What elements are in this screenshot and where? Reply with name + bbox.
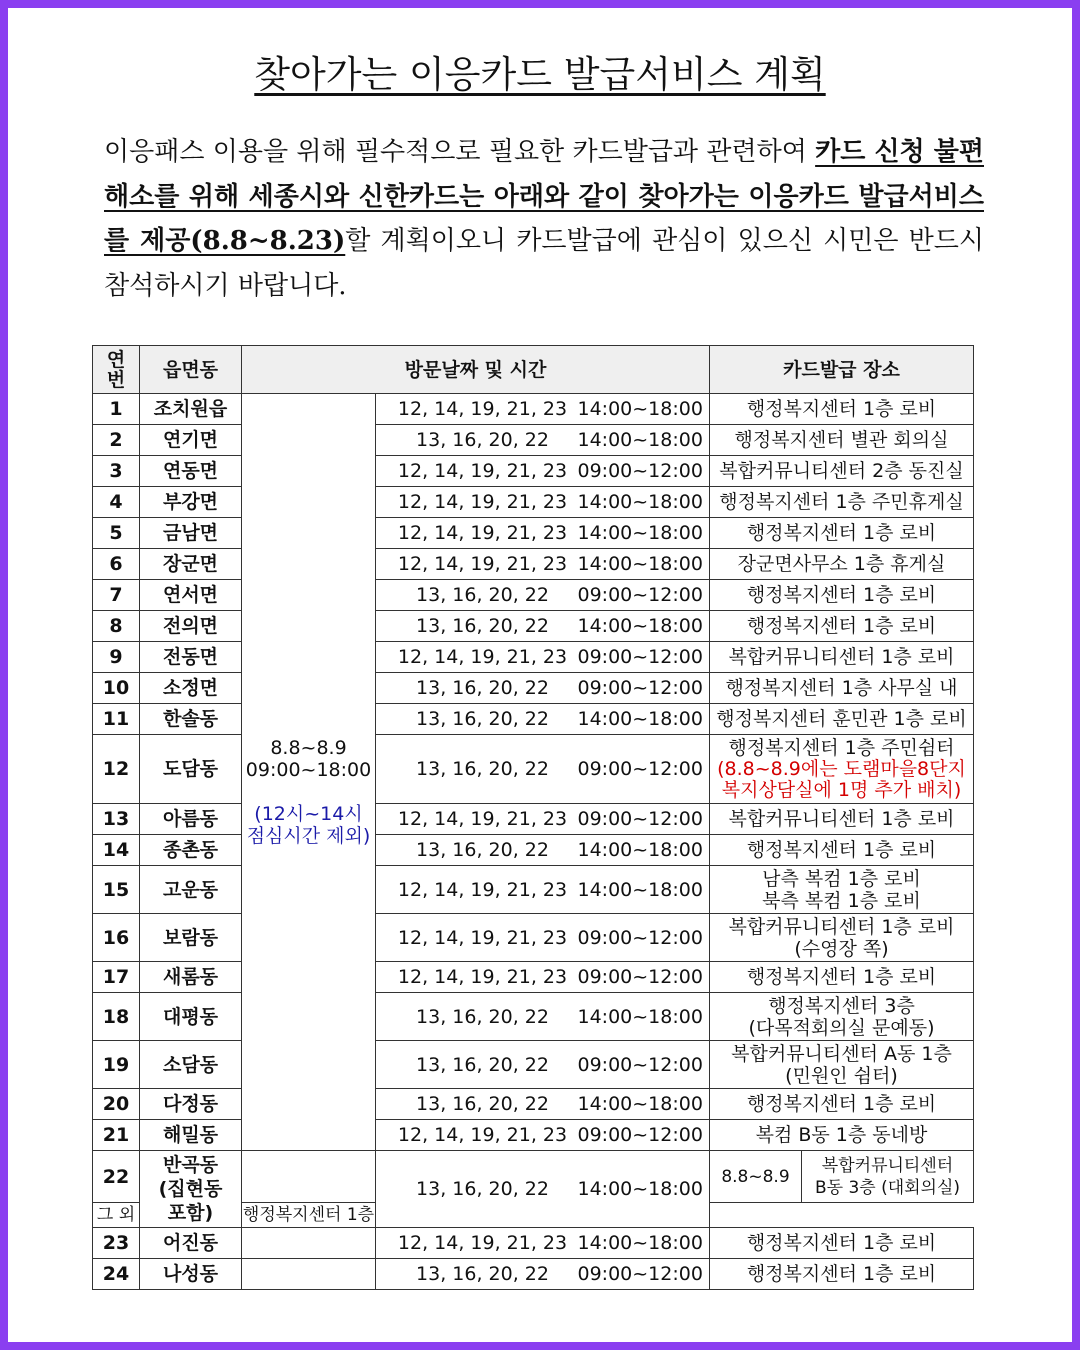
table-row: [93, 487, 974, 518]
row-time: 09:00~12:00: [577, 1263, 703, 1285]
row-dong: 금남면: [140, 518, 242, 549]
table-row: [93, 456, 974, 487]
row-dates-time: [376, 611, 710, 642]
intro-part2: 할 계획이오니 카드발급에 관심이 있으신 시민은 반드시 참석하시기 바랍니다.: [104, 226, 984, 301]
row-place-line1: 행정복지센터 3층: [768, 994, 915, 1017]
row-place: 복컴 B동 1층 동네방: [710, 1120, 974, 1151]
row-dates: 13, 16, 20, 22: [416, 758, 549, 780]
row-dong: 종촌동: [140, 835, 242, 866]
title-text: 찾아가는 이응카드 발급서비스 계획: [254, 53, 826, 96]
row-dates-time: [376, 1089, 710, 1120]
row-number: 7: [93, 580, 140, 611]
special-period-empty: [242, 1259, 376, 1290]
intro-paragraph: [104, 130, 984, 308]
row-number: 8: [93, 611, 140, 642]
row-dates: 13, 16, 20, 22: [416, 839, 549, 861]
row-dates: 12, 14, 19, 21, 23: [397, 491, 568, 513]
table-row: [93, 425, 974, 456]
table-row: [93, 642, 974, 673]
row-dates: 13, 16, 20, 22: [416, 677, 549, 699]
row-dates: 12, 14, 19, 21, 23: [397, 1124, 568, 1146]
special-hours: 09:00~18:00: [245, 759, 372, 781]
row-time: 14:00~18:00: [577, 839, 703, 861]
row-dates: 13, 16, 20, 22: [416, 1053, 549, 1076]
row-dong: 소정면: [140, 673, 242, 704]
row-place-line2: (다목적회의실 문예동): [748, 1016, 935, 1039]
header-visit: 방문날짜 및 시간: [242, 346, 710, 394]
row-number: 4: [93, 487, 140, 518]
row-dates-time: [376, 993, 710, 1041]
row-place: [710, 993, 974, 1041]
row-number: 5: [93, 518, 140, 549]
special-period-cell: [242, 394, 376, 1151]
row-number: 14: [93, 835, 140, 866]
row-place-line1: 남측 복컴 1층 로비: [762, 867, 921, 890]
row-dates-time: [376, 704, 710, 735]
row-number: 12: [93, 735, 140, 804]
row-dong: 새롬동: [140, 962, 242, 993]
row-number: 6: [93, 549, 140, 580]
row-place-line1: 복합커뮤니티센터 1층 로비: [728, 915, 955, 938]
row-dates-time: [376, 735, 710, 804]
lunch-note-line2: 점심시간 제외): [246, 825, 371, 847]
row-dates: 13, 16, 20, 22: [416, 1263, 549, 1285]
row-dates: 13, 16, 20, 22: [416, 584, 549, 606]
row-dong-line3: 포함): [167, 1202, 214, 1224]
intro-highlight: 카드 신청 불편해소를 위해 세종시와 신한카드는 아래와 같이 찾아가는 이응카드 발급서비스를 제공(8.8~8.23): [104, 137, 984, 256]
row-time: 14:00~18:00: [577, 1005, 703, 1028]
header-place: 카드발급 장소: [710, 346, 974, 394]
row-dates: 13, 16, 20, 22: [416, 1005, 549, 1028]
row-dates-time: [376, 804, 710, 835]
row-place: 행정복지센터 1층 로비: [710, 580, 974, 611]
special-period-empty: [242, 1228, 376, 1259]
row-time: 14:00~18:00: [577, 522, 703, 544]
row-number: 3: [93, 456, 140, 487]
row-dong: [140, 1151, 242, 1228]
row-dates-time: [376, 456, 710, 487]
row-dong: 장군면: [140, 549, 242, 580]
row-dates-time: [376, 1120, 710, 1151]
sub-when-1: 8.8~8.9: [710, 1151, 802, 1203]
row-dong: 대평동: [140, 993, 242, 1041]
row-place: 행정복지센터 1층 로비: [710, 518, 974, 549]
row-place: [710, 914, 974, 962]
row-time: 09:00~12:00: [577, 808, 703, 830]
row-dates: 12, 14, 19, 21, 23: [397, 966, 568, 988]
header-no: 연번: [93, 346, 140, 394]
row-dates-time: [376, 549, 710, 580]
row-dates-time: [376, 673, 710, 704]
row-dates: 13, 16, 20, 22: [416, 429, 549, 451]
table-row: [93, 993, 974, 1041]
row-number: 9: [93, 642, 140, 673]
row-dong: 해밀동: [140, 1120, 242, 1151]
row-dates-time: [376, 642, 710, 673]
intro-part1: 이응패스 이용을 위해 필수적으로 필요한 카드발급과 관련하여: [104, 137, 816, 167]
row-time: 14:00~18:00: [577, 553, 703, 575]
sub-place-1-line1: 복합커뮤니티센터: [821, 1155, 954, 1176]
table-row: [93, 735, 974, 804]
table-row: [93, 704, 974, 735]
row-time: 14:00~18:00: [577, 1232, 703, 1254]
row-dates: 12, 14, 19, 21, 23: [397, 1232, 568, 1254]
row-dates: 12, 14, 19, 21, 23: [397, 878, 568, 901]
row-number: 15: [93, 866, 140, 914]
row-place: [710, 866, 974, 914]
row-dates-time: [376, 914, 710, 962]
table-row: [93, 835, 974, 866]
row-time: 09:00~12:00: [577, 646, 703, 668]
row-dong: 다정동: [140, 1089, 242, 1120]
row-dates-time: [376, 394, 710, 425]
row-dates-time: [376, 425, 710, 456]
row-dong: 부강면: [140, 487, 242, 518]
row-dates: 12, 14, 19, 21, 23: [397, 522, 568, 544]
spacer: [242, 781, 375, 803]
row-number: 19: [93, 1041, 140, 1089]
row-dong: 연동면: [140, 456, 242, 487]
row-dong: 도담동: [140, 735, 242, 804]
row-dong: 연기면: [140, 425, 242, 456]
row-place-note2: 복지상담실에 1명 추가 배치): [721, 778, 962, 801]
table-row: [93, 580, 974, 611]
row-place-line2: 북측 복컴 1층 로비: [762, 889, 921, 912]
row-place: 행정복지센터 1층 주민휴게실: [710, 487, 974, 518]
row-dong: 소담동: [140, 1041, 242, 1089]
row-dates-time: [376, 835, 710, 866]
table-header-row: [93, 346, 974, 394]
row-time: 09:00~12:00: [577, 966, 703, 988]
sub-place-1: [802, 1151, 974, 1203]
row-time: 09:00~12:00: [577, 460, 703, 482]
row-time: 14:00~18:00: [577, 491, 703, 513]
row-time: 09:00~12:00: [577, 677, 703, 699]
row-dates: 13, 16, 20, 22: [416, 1093, 549, 1115]
row-place: 장군면사무소 1층 휴게실: [710, 549, 974, 580]
row-number: 13: [93, 804, 140, 835]
row-dates-time: [376, 1151, 710, 1228]
row-number: 18: [93, 993, 140, 1041]
special-period-empty: [242, 1151, 376, 1203]
row-place: 행정복지센터 1층 로비: [710, 611, 974, 642]
row-time: 14:00~18:00: [577, 878, 703, 901]
schedule-table: [92, 345, 974, 1290]
row-time: 14:00~18:00: [577, 615, 703, 637]
row-place-line2: (민원인 쉼터): [785, 1064, 898, 1087]
table-row: [93, 394, 974, 425]
header-dong: 읍면동: [140, 346, 242, 394]
page-title: [8, 44, 1072, 98]
table-row: [93, 673, 974, 704]
lunch-note-line1: (12시~14시: [254, 803, 363, 825]
row-place: [710, 735, 974, 804]
row-number: 2: [93, 425, 140, 456]
table-row: [93, 1089, 974, 1120]
row-dates-time: [376, 1228, 710, 1259]
table-row: [93, 518, 974, 549]
row-place-line1: 행정복지센터 1층 주민쉼터: [728, 736, 955, 759]
row-place: 복합커뮤니티센터 1층 로비: [710, 642, 974, 673]
row-dates: 12, 14, 19, 21, 23: [397, 460, 568, 482]
row-time: 14:00~18:00: [577, 429, 703, 451]
row-number: 20: [93, 1089, 140, 1120]
row-time: 14:00~18:00: [577, 708, 703, 730]
row-time: 14:00~18:00: [577, 1093, 703, 1115]
row-number: 21: [93, 1120, 140, 1151]
row-number: 10: [93, 673, 140, 704]
row-number: 22: [93, 1151, 140, 1203]
row-place: 행정복지센터 훈민관 1층 로비: [710, 704, 974, 735]
table-row: [93, 611, 974, 642]
table-row: [93, 1120, 974, 1151]
row-time: 09:00~12:00: [577, 1053, 703, 1076]
row-dates-time: [376, 580, 710, 611]
document-page: [8, 8, 1072, 1342]
row-place: 행정복지센터 1층 로비: [710, 1089, 974, 1120]
sub-when-2: 그 외: [93, 1203, 140, 1228]
row-place-line2: (수영장 쪽): [794, 937, 889, 960]
row-time: 14:00~18:00: [577, 398, 703, 420]
row-dates: 13, 16, 20, 22: [416, 615, 549, 637]
row-place: 행정복지센터 1층 로비: [710, 1259, 974, 1290]
row-dong: 나성동: [140, 1259, 242, 1290]
row-time: 09:00~12:00: [577, 758, 703, 780]
row-dates-time: [376, 518, 710, 549]
row-dates-time: [376, 866, 710, 914]
row-place: 행정복지센터 1층 로비: [710, 394, 974, 425]
row-place: 행정복지센터 1층 사무실 내: [710, 673, 974, 704]
row-number: 11: [93, 704, 140, 735]
row-dong-line1: 반곡동: [162, 1154, 219, 1176]
row-dong: 연서면: [140, 580, 242, 611]
row-dong: 아름동: [140, 804, 242, 835]
row-dates: 13, 16, 20, 22: [416, 1178, 549, 1200]
row-dong: 보람동: [140, 914, 242, 962]
row-time: 09:00~12:00: [577, 584, 703, 606]
row-place: 행정복지센터 별관 회의실: [710, 425, 974, 456]
table-row: [93, 1041, 974, 1089]
row-time: 09:00~12:00: [577, 926, 703, 949]
row-dong: 어진동: [140, 1228, 242, 1259]
row-dates: 12, 14, 19, 21, 23: [397, 398, 568, 420]
table-row: [93, 549, 974, 580]
row-dates: 12, 14, 19, 21, 23: [397, 553, 568, 575]
row-place-line1: 복합커뮤니티센터 A동 1층: [731, 1042, 952, 1065]
row-dates-time: [376, 962, 710, 993]
table-row: [93, 962, 974, 993]
row-place: [710, 1041, 974, 1089]
row-dong: 한솔동: [140, 704, 242, 735]
row-dates: 12, 14, 19, 21, 23: [397, 926, 568, 949]
row-dates: 12, 14, 19, 21, 23: [397, 646, 568, 668]
table-row: [93, 1259, 974, 1290]
table-row: [93, 1151, 974, 1203]
sub-place-2: 행정복지센터 1층: [242, 1203, 376, 1228]
row-dates-time: [376, 1259, 710, 1290]
row-dates-time: [376, 487, 710, 518]
sub-place-1-line2: B동 3층 (대회의실): [814, 1177, 961, 1198]
special-dates: 8.8~8.9: [270, 737, 347, 759]
row-place: 복합커뮤니티센터 1층 로비: [710, 804, 974, 835]
table-row: [93, 804, 974, 835]
row-dong: 조치원읍: [140, 394, 242, 425]
row-place: 행정복지센터 1층 로비: [710, 835, 974, 866]
row-dates-time: [376, 1041, 710, 1089]
table-row: [93, 1228, 974, 1259]
row-dong-line2: (집현동: [158, 1178, 223, 1200]
table-row: [93, 866, 974, 914]
row-place: 행정복지센터 1층 로비: [710, 962, 974, 993]
row-place: 복합커뮤니티센터 2층 동진실: [710, 456, 974, 487]
row-dong: 고운동: [140, 866, 242, 914]
row-place-note1: (8.8~8.9에는 도램마을8단지: [717, 757, 966, 780]
row-number: 24: [93, 1259, 140, 1290]
row-number: 1: [93, 394, 140, 425]
row-time: 14:00~18:00: [577, 1178, 703, 1200]
row-dong: 전동면: [140, 642, 242, 673]
row-number: 23: [93, 1228, 140, 1259]
row-dates: 12, 14, 19, 21, 23: [397, 808, 568, 830]
row-dong: 전의면: [140, 611, 242, 642]
row-time: 09:00~12:00: [577, 1124, 703, 1146]
row-number: 17: [93, 962, 140, 993]
table-row: [93, 914, 974, 962]
row-dates: 13, 16, 20, 22: [416, 708, 549, 730]
row-place: 행정복지센터 1층 로비: [710, 1228, 974, 1259]
row-number: 16: [93, 914, 140, 962]
